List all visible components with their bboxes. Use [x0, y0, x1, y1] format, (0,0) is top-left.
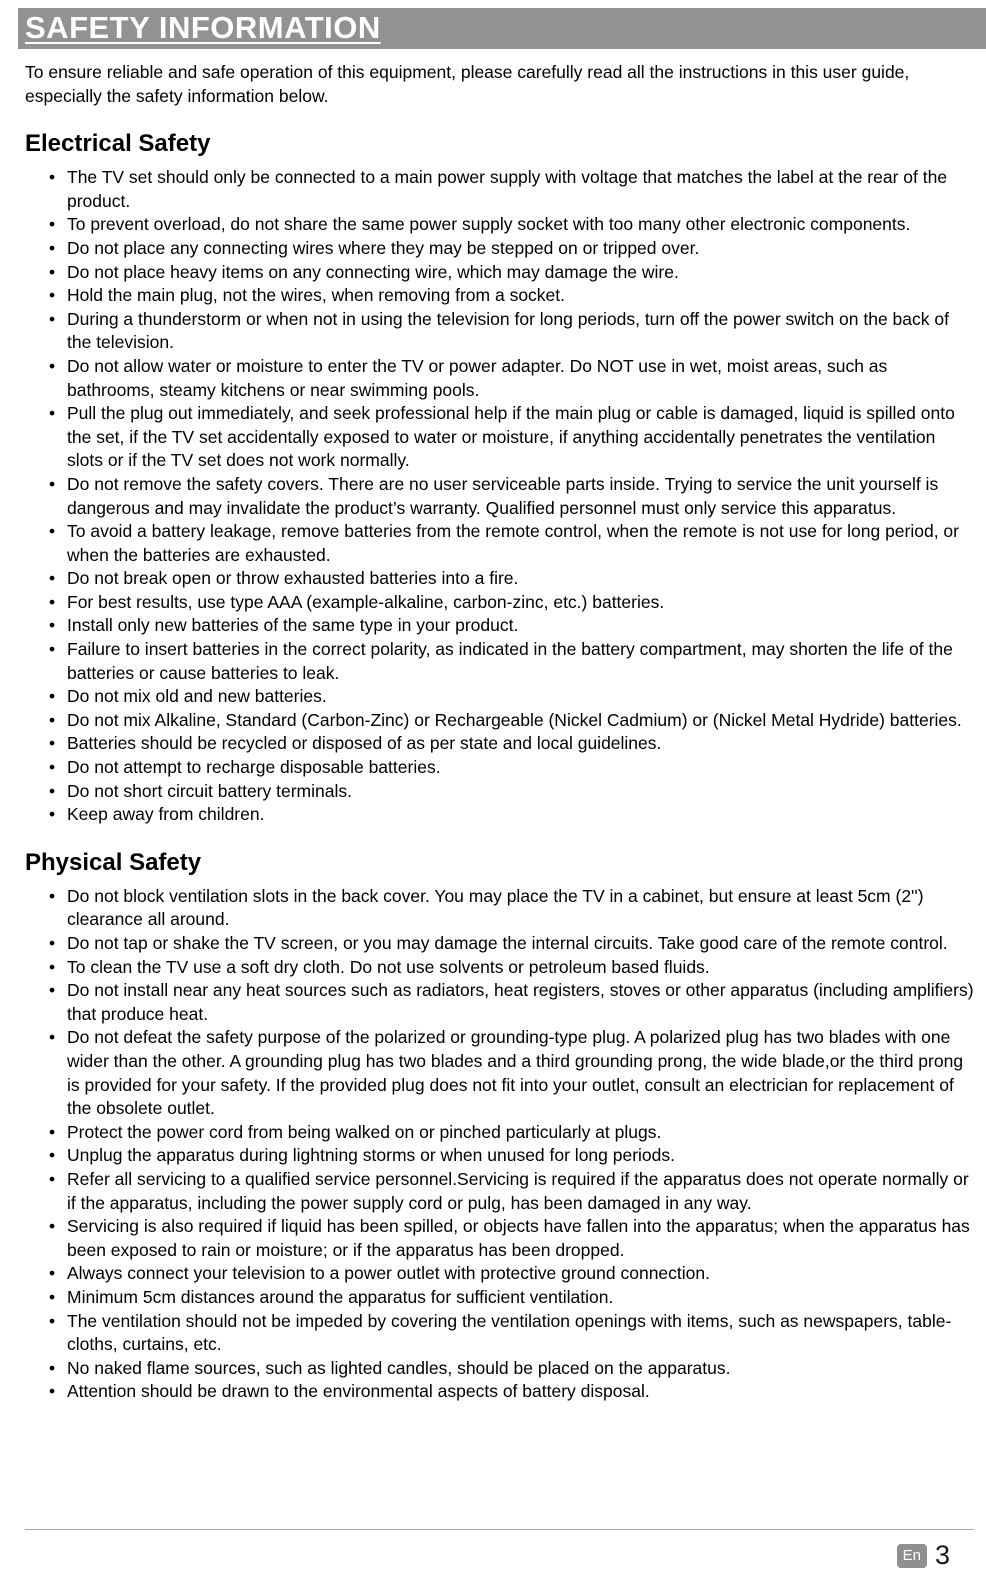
- bullet-item: • Minimum 5cm distances around the apparatus for sufficient ventilation.: [49, 1286, 974, 1310]
- bullet-item: • To prevent overload, do not share the same power supply socket with too many other electronic components.: [49, 213, 974, 237]
- bullet-item: • The TV set should only be connected to a main power supply with voltage that matches the label at the rear of the product.: [49, 166, 974, 213]
- footer-right: [25, 1540, 974, 1571]
- language-badge: En: [897, 1544, 927, 1568]
- section-heading: Electrical Safety: [25, 130, 211, 158]
- bullet-item: • No naked flame sources, such as lighted candles, should be placed on the apparatus.: [49, 1357, 974, 1381]
- bullet-item: • Servicing is also required if liquid has been spilled, or objects have fallen into the apparatus; when the apparatus has been exposed to rain or moisture; or if the apparatus has been dropped.: [49, 1215, 974, 1262]
- bullet-item: • Do not install near any heat sources such as radiators, heat registers, stoves or other apparatus (including amplifiers) that produce heat.: [49, 979, 974, 1026]
- bullet-item: • The ventilation should not be impeded by covering the ventilation openings with items, such as newspapers, table-cloths, curtains, etc.: [49, 1310, 974, 1357]
- bullet-item: • Failure to insert batteries in the correct polarity, as indicated in the battery compartment, may shorten the life of the batteries or cause batteries to leak.: [49, 638, 974, 685]
- bullet-item: • Keep away from children.: [49, 803, 974, 827]
- bullet-item: • Hold the main plug, not the wires, when removing from a socket.: [49, 284, 974, 308]
- bullet-item: • To avoid a battery leakage, remove batteries from the remote control, when the remote is not use for long period, or when the batteries are exhausted.: [49, 520, 974, 567]
- bullet-item: • During a thunderstorm or when not in using the television for long periods, turn off the power switch on the back of the television.: [49, 308, 974, 355]
- footer-divider: [25, 1529, 974, 1530]
- bullet-item: • Do not place any connecting wires where they may be stepped on or tripped over.: [49, 237, 974, 261]
- bullet-item: • To clean the TV use a soft dry cloth. Do not use solvents or petroleum based fluids.: [49, 956, 974, 980]
- bullet-item: • Do not defeat the safety purpose of the polarized or grounding-type plug. A polarized plug has two blades with one wider than the other. A grounding plug has two blades and a third grounding prong, the wide blade,or the third prong is provided for your safety. If the provided plug does not fit into your outlet, consult an electrician for replacement of the obsolete outlet.: [49, 1026, 974, 1120]
- section-heading: Physical Safety: [25, 848, 202, 876]
- section: [25, 849, 974, 1404]
- bullet-item: • Do not mix old and new batteries.: [49, 685, 974, 709]
- bullet-item: • Refer all servicing to a qualified service personnel.Servicing is required if the apparatus does not operate normally or if the apparatus, including the power supply cord or pulg, has been damaged in any way.: [49, 1168, 974, 1215]
- bullet-item: • Do not block ventilation slots in the back cover. You may place the TV in a cabinet, but ensure at least 5cm (2'') clearance all around.: [49, 885, 974, 932]
- intro-text: To ensure reliable and safe operation of this equipment, please carefully read all the instructions in this user guide, especially the safety information below.: [25, 62, 910, 106]
- bullet-item: • Unplug the apparatus during lightning storms or when unused for long periods.: [49, 1144, 974, 1168]
- bullet-item: • Always connect your television to a power outlet with protective ground connection.: [49, 1262, 974, 1286]
- bullet-item: • Pull the plug out immediately, and seek professional help if the main plug or cable is damaged, liquid is spilled onto the set, if the TV set accidentally exposed to water or moisture, if anything accidentally penetrates the ventilation slots or if the TV set does not work normally.: [49, 402, 974, 473]
- page-title: SAFETY INFORMATION: [25, 10, 381, 45]
- sections: [25, 130, 974, 1404]
- bullet-item: • Install only new batteries of the same type in your product.: [49, 614, 974, 638]
- page-number: 3: [934, 1540, 950, 1570]
- bullet-item: • Do not break open or throw exhausted batteries into a fire.: [49, 567, 974, 591]
- bullet-item: • Batteries should be recycled or disposed of as per state and local guidelines.: [49, 732, 974, 756]
- bullet-item: • Attention should be drawn to the environmental aspects of battery disposal.: [49, 1380, 974, 1404]
- page-footer: [25, 1529, 974, 1571]
- section: [25, 130, 974, 827]
- bullet-item: • Do not attempt to recharge disposable batteries.: [49, 756, 974, 780]
- bullet-list: [25, 166, 974, 827]
- bullet-item: • Protect the power cord from being walked on or pinched particularly at plugs.: [49, 1121, 974, 1145]
- bullet-item: • Do not tap or shake the TV screen, or you may damage the internal circuits. Take good care of the remote control.: [49, 932, 974, 956]
- page-title-bar: [18, 8, 986, 49]
- bullet-item: • For best results, use type AAA (example-alkaline, carbon-zinc, etc.) batteries.: [49, 591, 974, 615]
- bullet-item: • Do not mix Alkaline, Standard (Carbon-Zinc) or Rechargeable (Nickel Cadmium) or (Nickel Metal Hydride) batteries.: [49, 709, 974, 733]
- bullet-item: • Do not short circuit battery terminals.: [49, 780, 974, 804]
- bullet-item: • Do not allow water or moisture to enter the TV or power adapter. Do NOT use in wet, moist areas, such as bathrooms, steamy kitchens or near swimming pools.: [49, 355, 974, 402]
- bullet-item: • Do not place heavy items on any connecting wire, which may damage the wire.: [49, 261, 974, 285]
- bullet-list: [25, 885, 974, 1404]
- bullet-item: • Do not remove the safety covers. There are no user serviceable parts inside. Trying to service the unit yourself is dangerous and may invalidate the product’s warranty. Qualified personnel must only service this apparatus.: [49, 473, 974, 520]
